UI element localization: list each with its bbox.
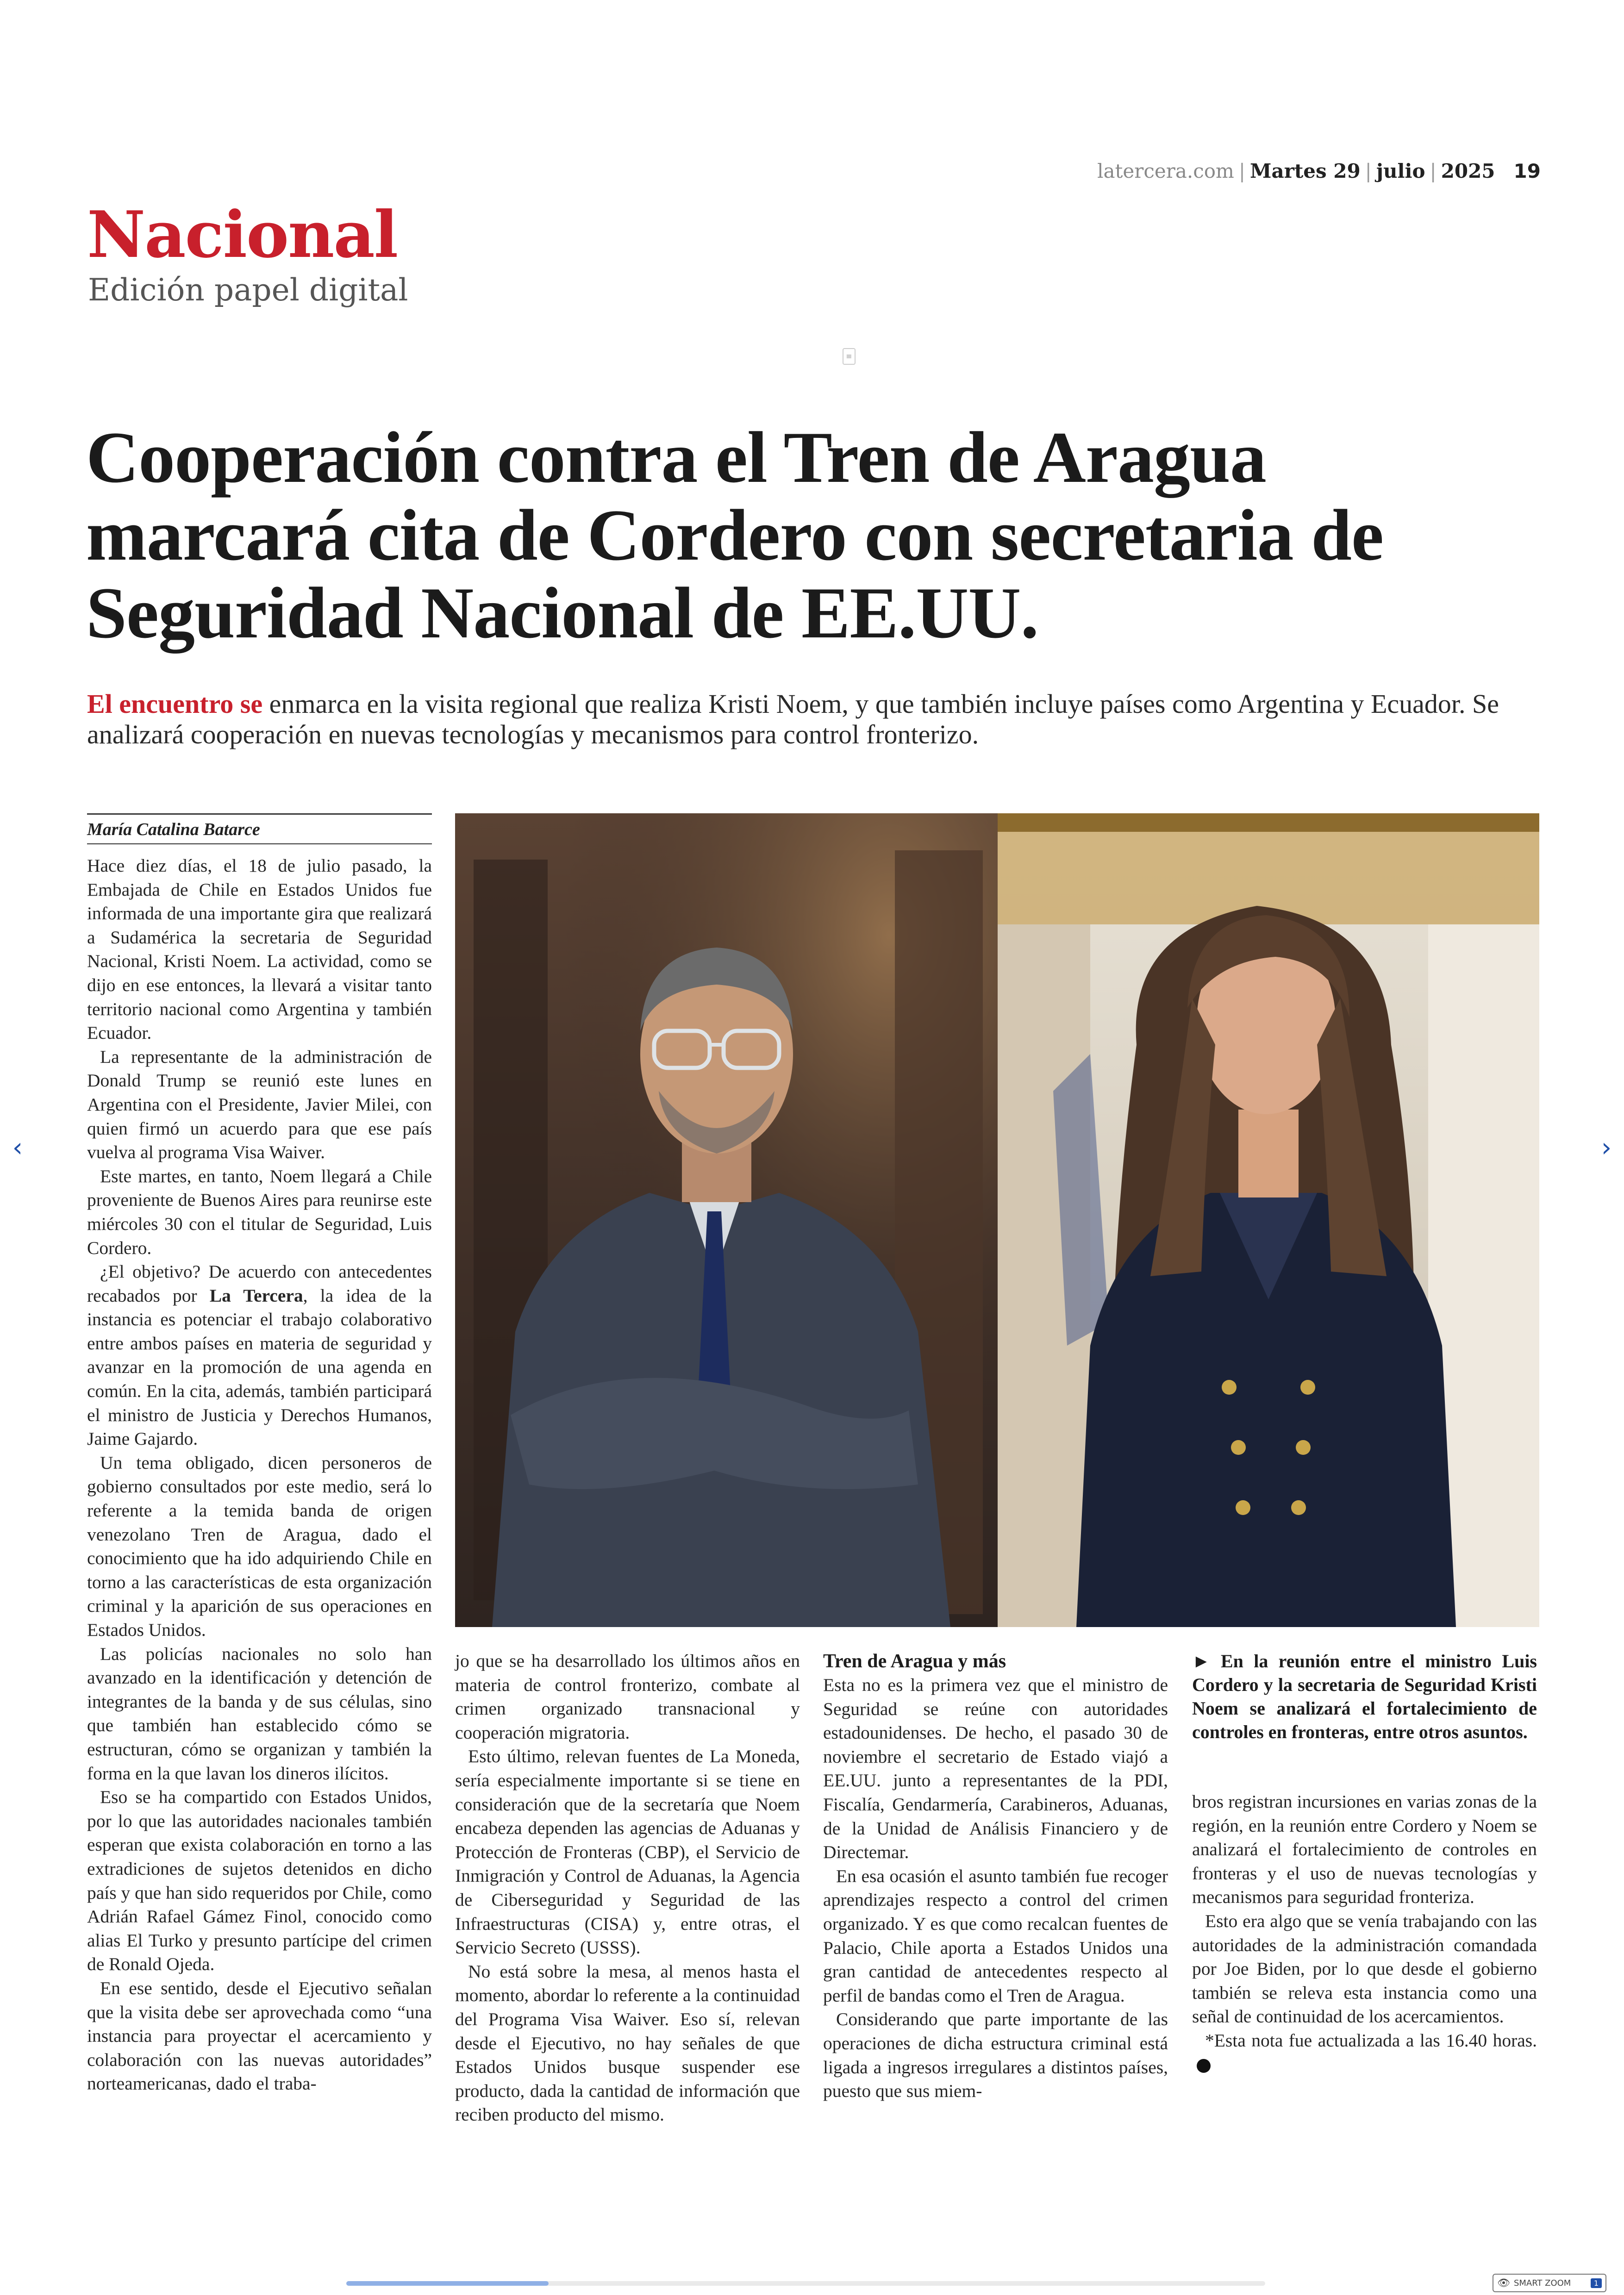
- photo-luis-cordero: [455, 813, 998, 1627]
- paragraph: Esta no es la primera vez que el ministro de Seguridad se reúne con autoridades estadounidenses. De hecho, el pasado 30 de noviembre el secretario de Estado viajó a EE.UU. junto a representantes de la PDI, Fiscalía, Gendarmería, Carabineros, Aduanas, de la Unidad de Análisis Financiero y de Directemar.: [823, 1675, 1168, 1863]
- article-headline: Cooperación contra el Tren de Aragua marcará cita de Cordero con secretaria de Seguridad Nacional de EE.UU.: [86, 417, 1384, 654]
- date-month: julio: [1376, 160, 1425, 182]
- page-scroll-bar[interactable]: [346, 2281, 1265, 2286]
- photo-kristi-noem: [998, 813, 1539, 1627]
- article-column-1: [87, 854, 432, 2096]
- previous-page-icon[interactable]: ‹: [12, 1133, 23, 1163]
- eye-icon: 👁: [1497, 2277, 1510, 2289]
- byline: María Catalina Batarce: [87, 813, 432, 844]
- next-page-icon[interactable]: ›: [1601, 1133, 1612, 1163]
- note-icon[interactable]: ≡: [843, 348, 856, 365]
- folio: latercera.com | Martes 29 | julio | 2025 19: [1097, 160, 1541, 182]
- end-mark-icon: [1197, 2059, 1211, 2073]
- subheading: Tren de Aragua y más: [823, 1651, 1006, 1672]
- edition-label: Edición papel digital: [88, 272, 408, 308]
- lead-kicker: El encuentro se: [87, 689, 263, 719]
- paragraph: En ese sentido, desde el Ejecutivo señalan que la visita debe ser aprovechada como “una instancia para proyectar el acercamiento y colaboración con las nuevas autoridades” norteamericanas, dado el traba-: [87, 1977, 432, 2094]
- paragraph: No está sobre la mesa, al menos hasta el momento, abordar lo referente a la continuidad del Programa Visa Waiver. Eso sí, relevan desde el Ejecutivo, no hay señales de que Estados Unidos busque suspender ese producto, dada la cantidad de información que reciben producto del mismo.: [455, 1961, 800, 2125]
- paragraph: Un tema obligado, dicen personeros de gobierno consultados por este medio, será lo referente a la temida banda de origen venezolano Tren de Aragua, dado el conocimiento que ha ido adquiriendo Chile en torno a las características de esta organización criminal y la aparición de sus operaciones en Estados Unidos.: [87, 1452, 432, 1640]
- paragraph: Este martes, en tanto, Noem llegará a Chile proveniente de Buenos Aires para reunirse este miércoles 30 con el titular de Seguridad, Luis Cordero.: [87, 1166, 432, 1258]
- paragraph: jo que se ha desarrollado los últimos años en materia de control fronterizo, combate al crimen organizado transnacional y cooperación migratoria.: [455, 1651, 800, 1743]
- smart-zoom-button[interactable]: [1493, 2274, 1606, 2292]
- article-lead: [87, 689, 1545, 750]
- page-number: 19: [1513, 160, 1541, 182]
- newspaper-name: La Tercera: [209, 1285, 303, 1306]
- date-day: Martes 29: [1250, 160, 1361, 182]
- paragraph: En esa ocasión el asunto también fue recoger aprendizajes respecto a control del crimen organizado. Y es que como recalcan fuentes de Palacio, Chile aporta a Estados Unidos una gran cantidad de antecedentes respecto al perfil de bandas como el Tren de Aragua.: [823, 1865, 1168, 2006]
- paragraph: ¿El objetivo? De acuerdo con antecedentes recabados por La Tercera, la idea de la instancia es potenciar el trabajo colaborativo entre ambos países en materia de seguridad y avanzar en la promoción de una agenda en común. En la cita, además, también participará el ministro de Justicia y Derechos Humanos, Jaime Gajardo.: [87, 1261, 432, 1449]
- page-badge: 1: [1591, 2278, 1602, 2288]
- section-title: Nacional: [87, 197, 398, 272]
- page-scroll-thumb[interactable]: [346, 2281, 549, 2286]
- article-column-3: [823, 1649, 1168, 2103]
- pull-quote: ► En la reunión entre el ministro Luis Cordero y la secretaria de Seguridad Kristi Noem se analizará el fortalecimiento de controles en fronteras, entre otros asuntos.: [1192, 1651, 1537, 1742]
- article-column-4: [1192, 1649, 1537, 2077]
- paragraph: Considerando que parte importante de las operaciones de dicha estructura criminal está ligada a ingresos irregulares a distintos países, puesto que sus miem-: [823, 2009, 1168, 2102]
- site-name: latercera.com: [1097, 160, 1234, 182]
- paragraph: La representante de la administración de Donald Trump se reunió este lunes en Argentina con el Presidente, Javier Milei, con quien firmó un acuerdo para que ese país vuelva al programa Visa Waiver.: [87, 1046, 432, 1163]
- smart-zoom-label: SMART ZOOM: [1513, 2278, 1571, 2288]
- paragraph: Eso se ha compartido con Estados Unidos, por lo que las autoridades nacionales también esperan que exista colaboración en torno a las extradiciones de sujetos detenidos en dicho país y que han sido requeridos por Chile, como Adrián Rafael Gámez Finol, conocido como alias El Turko y presunto partícipe del crimen de Ronald Ojeda.: [87, 1787, 432, 1975]
- date-year: 2025: [1441, 160, 1495, 182]
- paragraph: [1192, 2029, 1537, 2077]
- update-note: *Esta nota fue actualizada a las 16.40 horas.: [1205, 2030, 1537, 2051]
- paragraph: bros registran incursiones en varias zonas de la región, en la reunión entre Cordero y Noem se analizará el fortalecimiento de controles en fronteras y el uso de nuevas tecnologías y mecanismos para seguridad fronteriza.: [1192, 1791, 1537, 1908]
- paragraph: Hace diez días, el 18 de julio pasado, la Embajada de Chile en Estados Unidos fue informada de una importante gira que realizará a Sudamérica la secretaria de Seguridad Nacional, Kristi Noem. La actividad, como se dijo en ese entonces, la llevará a visitar tanto territorio nacional como Argentina y también Ecuador.: [87, 855, 432, 1043]
- article-column-2: [455, 1649, 800, 2127]
- paragraph: Esto era algo que se venía trabajando con las autoridades de la administración comandada por Joe Biden, por lo que desde el gobierno también se releva esta instancia como una señal de continuidad de los acercamientos.: [1192, 1910, 1537, 2027]
- paragraph: Las policías nacionales no solo han avanzado en la identificación y detención de integrantes de la banda y de sus células, sino que también han establecido cómo se estructuran, cómo se organizan y también la forma en la que lavan los dineros ilícitos.: [87, 1643, 432, 1784]
- lead-text: enmarca en la visita regional que realiza Kristi Noem, y que también incluye países como Argentina y Ecuador. Se analizará cooperación en nuevas tecnologías y mecanismos para control fronterizo.: [87, 689, 1499, 749]
- paragraph: Esto último, relevan fuentes de La Moneda, sería especialmente importante si se tiene en consideración que de la secretaría que Noem encabeza dependen las agencias de Aduanas y Protección de Fronteras (CBP), el Servicio de Inmigración y Control de Aduanas, la Agencia de Ciberseguridad y Seguridad de las Infraestructuras (CISA) y, entre otras, el Servicio Secreto (USSS).: [455, 1746, 800, 1958]
